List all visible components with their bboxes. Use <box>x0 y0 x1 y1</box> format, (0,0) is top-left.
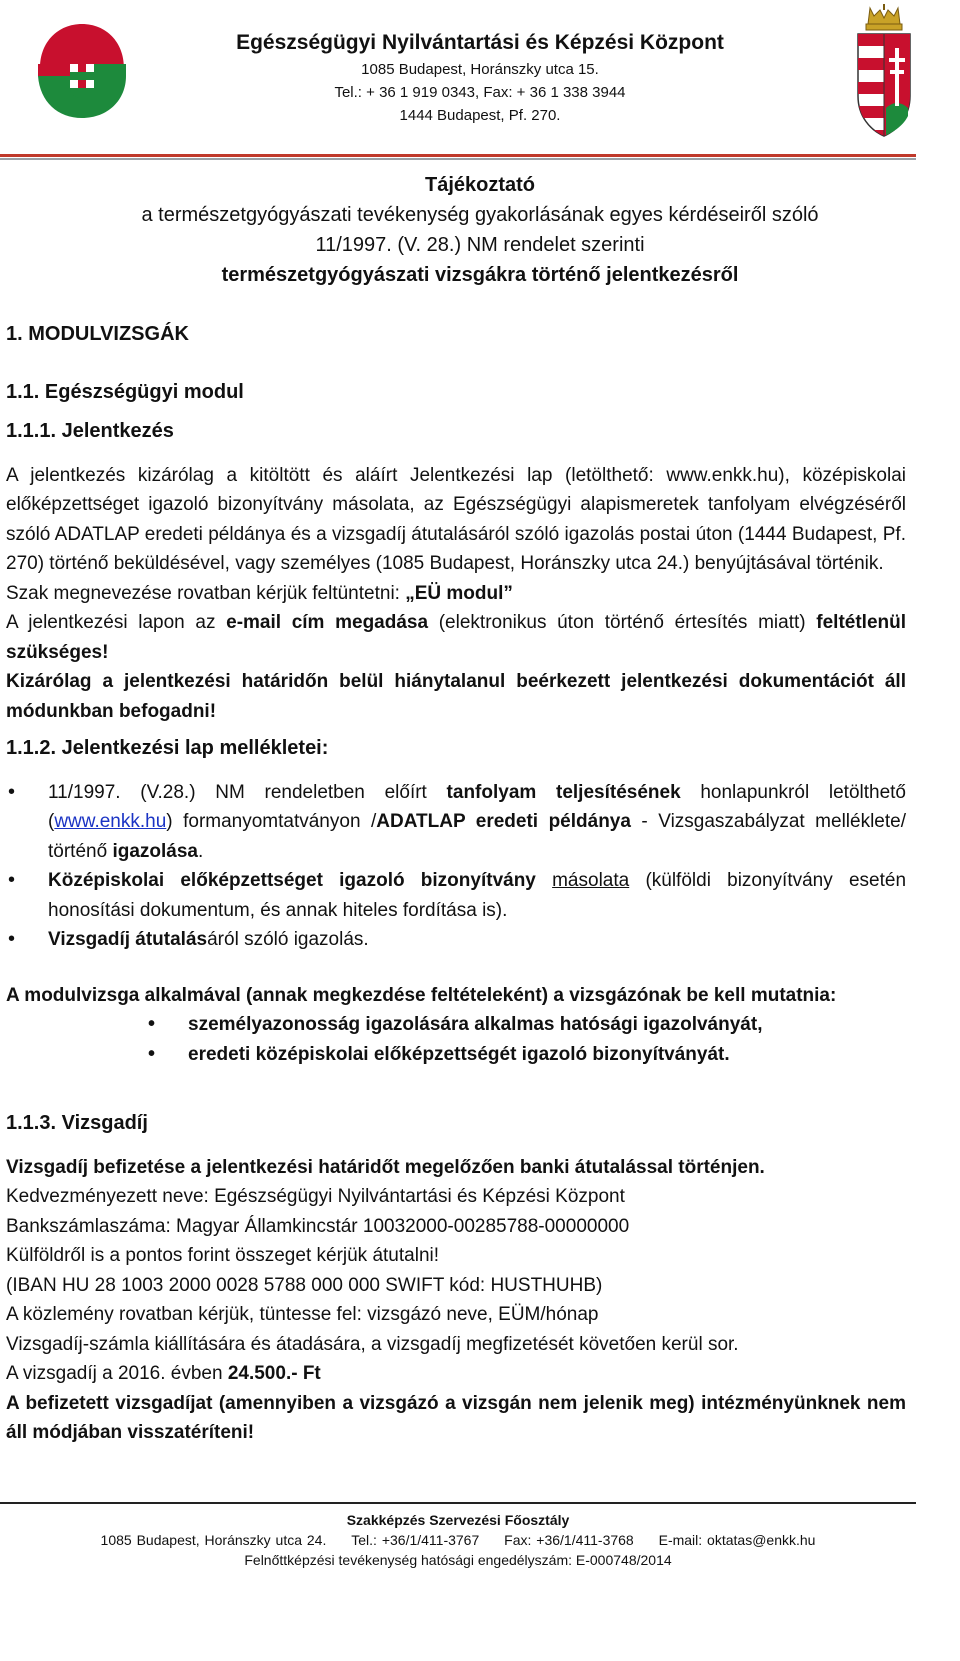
fee-beneficiary: Kedvezményezett neve: Egészségügyi Nyilvántartási és Képzési Központ <box>6 1186 625 1207</box>
list-item: • eredeti középiskolai előképzettségét igazoló bizonyítványát. <box>6 1040 906 1070</box>
heading-exam-fee: 1.1.3. Vizsgadíj <box>6 1112 148 1134</box>
attachment2-text-c: másolata <box>552 870 630 891</box>
email-prefix: A jelentkezési lapon az <box>6 612 227 633</box>
title-line-4: természetgyógyászati vizsgákra történő jelentkezésről <box>221 264 739 286</box>
deadline-notice: Kizárólag a jelentkezési határidőn belül hiánytalanul beérkezett jelentkezési dokumentációt áll módunkban befogadni! <box>6 671 906 722</box>
fee-bold-notice: Vizsgadíj befizetése a jelentkezési határidőt megelőzően banki átutalással történjen. <box>6 1156 765 1178</box>
footer-address: 1085 Budapest, Horánszky utca 24. <box>100 1532 327 1548</box>
heading-health-module: 1.1. Egészségügyi modul <box>6 380 244 403</box>
specialty-prefix: Szak megnevezése rovatban kérjük feltüntetni: <box>6 582 406 604</box>
fee-invoice: Vizsgadíj-számla kiállítására és átadására, a vizsgadíj megfizetését követően kerül sor. <box>6 1333 739 1355</box>
heading-application: 1.1.1. Jelentkezés <box>6 420 174 442</box>
document-title <box>40 170 920 290</box>
title-line-3: 11/1997. (V. 28.) NM rendelet szerinti <box>315 234 645 256</box>
footer-department: Szakképzés Szervezési Főosztály <box>346 1512 570 1528</box>
footer <box>0 1502 916 1570</box>
fee-reference: A közlemény rovatban kérjük, tüntesse fel: vizsgázó neve, EÜM/hónap <box>6 1304 599 1325</box>
attachment1-text-e: ADATLAP eredeti példánya <box>376 811 631 832</box>
footer-phone: Tel.: +36/1/411-3767 <box>351 1532 480 1548</box>
email-requirement <box>6 608 906 667</box>
specialty-value: „EÜ modul” <box>405 582 513 604</box>
specialty-line <box>6 579 906 609</box>
exam-show-list <box>6 1010 906 1069</box>
exam-show-intro: A modulvizsga alkalmával (annak megkezdése feltételeként) a vizsgázónak be kell mutatnia: <box>6 984 837 1006</box>
footer-license: Felnőttképzési tevékenység hatósági engedélyszám: E-000748/2014 <box>244 1552 672 1568</box>
organization-info <box>200 28 760 127</box>
letterhead <box>0 0 960 168</box>
fee-foreign: Külföldről is a pontos forint összeget kérjük átutalni! <box>6 1245 440 1266</box>
fee-account: Bankszámlaszáma: Magyar Államkincstár 10032000-00285788-00000000 <box>6 1215 630 1237</box>
attachment1-text-a: 11/1997. (V.28.) NM rendeletben előírt <box>48 781 447 803</box>
attachment1-text-f: - Vizsgaszabályzat melléklete/ történő <box>48 811 906 862</box>
email-bold-2: feltétlenül szükséges! <box>6 612 906 663</box>
header-divider <box>0 154 916 160</box>
attachment1-text-c: honlapunkról letölthető ( <box>48 781 906 832</box>
org-name: Egészségügyi Nyilvántartási és Képzési Központ <box>236 31 724 54</box>
fee-amount: 24.500.- Ft <box>227 1363 321 1384</box>
footer-fax: Fax: +36/1/411-3768 <box>504 1532 634 1548</box>
fee-amount-prefix: A vizsgadíj a 2016. évben <box>6 1363 228 1384</box>
application-paragraph: A jelentkezés kizárólag a kitöltött és aláírt Jelentkezési lap (letölthető: www.enkk.hu), középiskolai előképzettséget igazoló bizonyítvány másolata, az Egészségügyi alapismeretek tanfolyam elvégzéséről szóló ADATLAP eredeti példánya és a vizsgadíj átutalásáról szóló igazolás postai úton (1444 Budapest, Pf. 270) történő beküldésével, vagy személyes (1085 Budapest, Horánszky utca 24.) benyújtásával történik. <box>6 464 906 574</box>
hungarian-coat-of-arms-icon <box>852 4 916 142</box>
footer-divider <box>0 1502 916 1504</box>
enkk-cross-logo-icon <box>30 18 134 124</box>
list-item <box>6 866 906 925</box>
list-item <box>6 925 906 955</box>
footer-contact <box>0 1530 916 1550</box>
title-line-2: a természetgyógyászati tevékenység gyakorlásának egyes kérdéseiről szóló <box>141 204 819 226</box>
attachment2-text-d: (külföldi bizonyítvány esetén honosítási dokumentum, és annak hiteles fordítása is). <box>48 870 907 921</box>
fee-refund-notice: A befizetett vizsgadíjat (amennyiben a vizsgázó a vizsgán nem jelenik meg) intézményünknek nem áll módjában visszatéríteni! <box>6 1392 906 1443</box>
footer-email[interactable]: E-mail: oktatas@enkk.hu <box>658 1532 816 1548</box>
attachment3-text-b: áról szóló igazolás. <box>207 929 369 950</box>
attachment3-text-a: Vizsgadíj átutalás <box>48 929 208 950</box>
email-bold: e-mail cím megadása <box>226 612 429 633</box>
enkk-website-link[interactable]: www.enkk.hu <box>54 811 167 832</box>
attachment1-text-d: ) formanyomtatványon / <box>166 811 377 832</box>
attachments-list <box>6 778 906 955</box>
title-main: Tájékoztató <box>424 174 536 196</box>
org-po-box: 1444 Budapest, Pf. 270. <box>399 107 561 124</box>
org-phone-fax: Tel.: + 36 1 919 0343, Fax: + 36 1 338 3944 <box>334 84 626 101</box>
fee-iban: (IBAN HU 28 1003 2000 0028 5788 000 000 SWIFT kód: HUSTHUHB) <box>6 1274 603 1296</box>
list-item: • személyazonosság igazolására alkalmas hatósági igazolványát, <box>6 1010 906 1040</box>
attachment2-text-a: Középiskolai előképzettséget igazoló bizonyítvány <box>48 870 536 891</box>
attachment2-text-b <box>536 870 552 891</box>
attachment1-text-b: tanfolyam teljesítésének <box>446 781 681 803</box>
attachment1-text-g: igazolása <box>112 840 198 862</box>
attachment1-text-h: . <box>197 840 204 862</box>
heading-module-exams: 1. MODULVIZSGÁK <box>6 323 189 345</box>
document-body <box>6 320 906 1448</box>
email-mid: (elektronikus úton történő értesítés miatt) <box>428 612 817 633</box>
fee-amount-line <box>6 1359 906 1389</box>
org-address: 1085 Budapest, Horánszky utca 15. <box>361 61 599 78</box>
heading-attachments: 1.1.2. Jelentkezési lap mellékletei: <box>6 737 329 759</box>
list-item <box>6 778 906 867</box>
